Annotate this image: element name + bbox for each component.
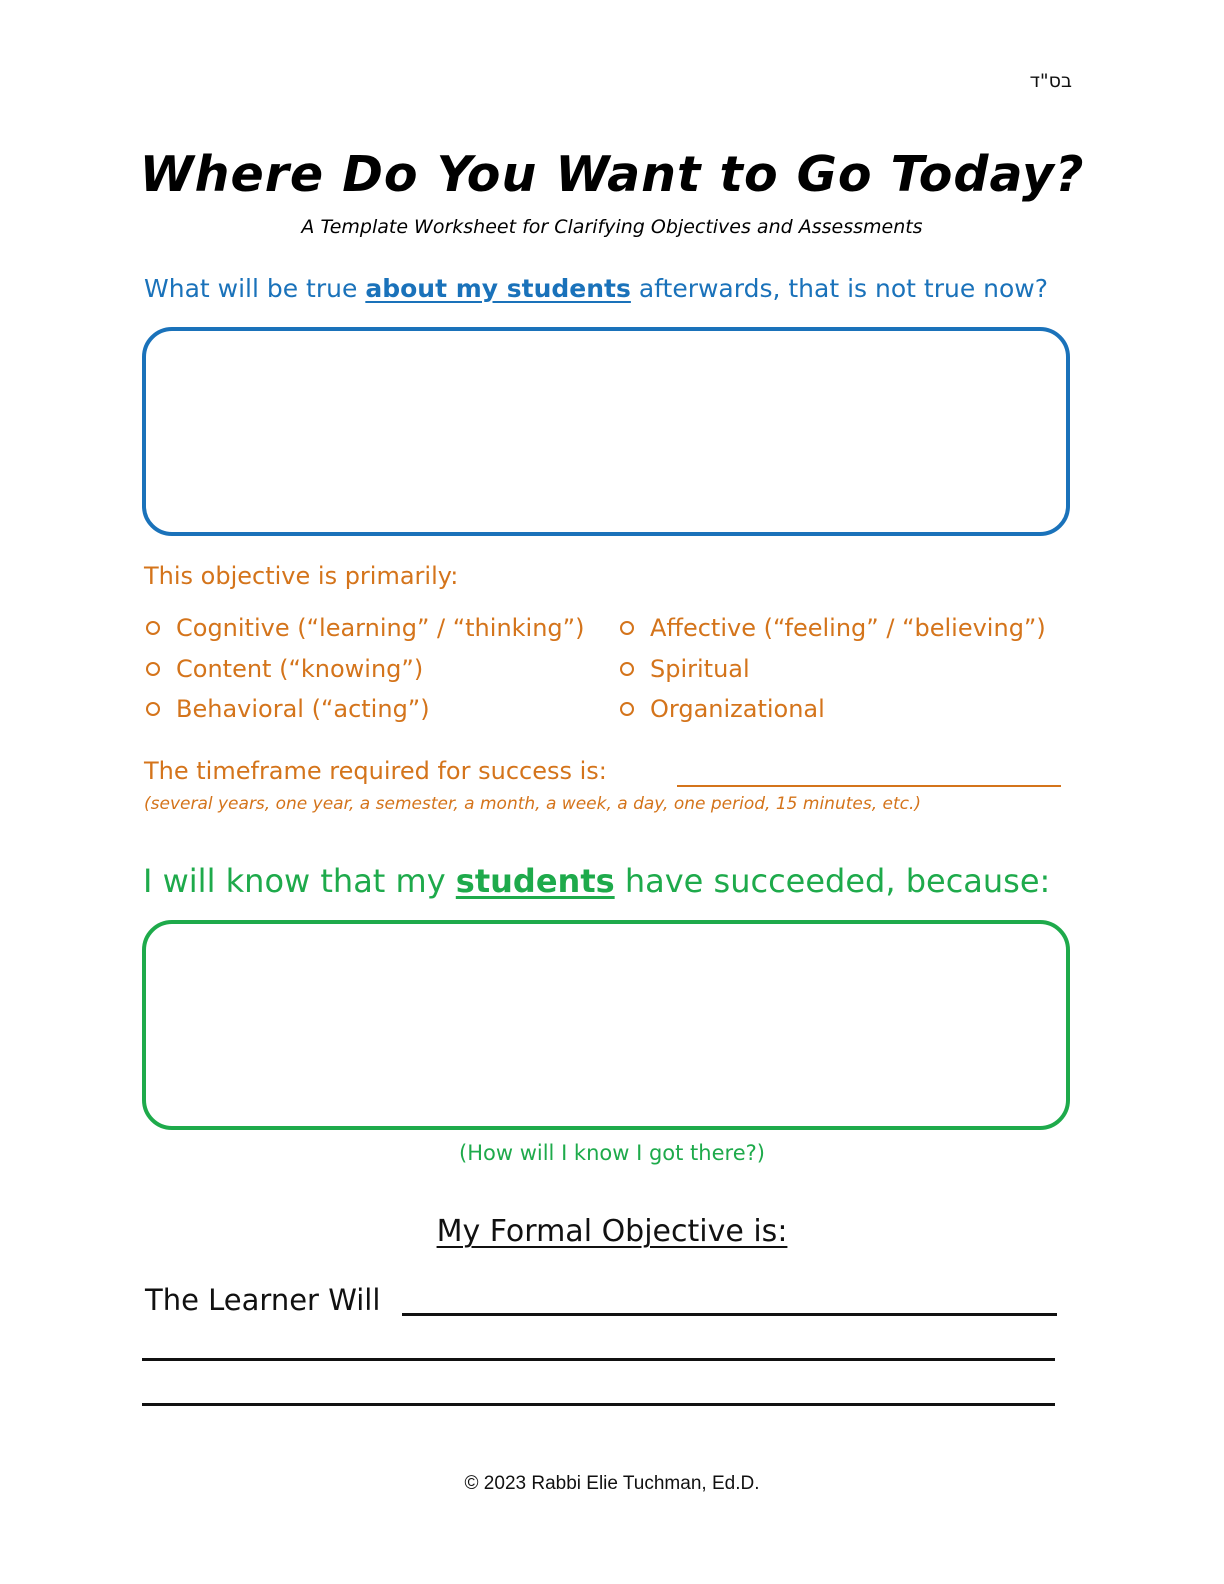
question2-suffix: have succeeded, because:	[614, 862, 1051, 900]
option-spiritual[interactable]	[620, 655, 750, 683]
option-label: Behavioral (“acting”)	[176, 695, 430, 723]
option-behavioral[interactable]	[146, 695, 430, 723]
option-label: Affective (“feeling” / “believing”)	[650, 614, 1046, 642]
option-affective[interactable]	[620, 614, 1046, 642]
question-success-evidence	[143, 862, 1050, 900]
radio-circle-icon[interactable]	[620, 662, 634, 676]
page-subtitle: A Template Worksheet for Clarifying Objectives and Assessments	[301, 216, 923, 238]
option-label: Content (“knowing”)	[176, 655, 424, 683]
learner-will-label: The Learner Will	[145, 1283, 381, 1317]
option-cognitive[interactable]	[146, 614, 584, 642]
formal-objective-heading	[0, 1214, 1224, 1249]
option-label: Cognitive (“learning” / “thinking”)	[176, 614, 585, 642]
option-label: Organizational	[650, 695, 825, 723]
question2-emphasis: students	[455, 862, 615, 900]
radio-circle-icon[interactable]	[146, 621, 160, 635]
formal-objective-line-2[interactable]	[142, 1358, 1055, 1361]
question1-emphasis: about my students	[365, 274, 631, 303]
timeframe-label: The timeframe required for success is:	[144, 757, 607, 785]
option-content[interactable]	[146, 655, 423, 683]
radio-circle-icon[interactable]	[620, 621, 634, 635]
timeframe-blank-line[interactable]	[677, 785, 1061, 787]
formal-objective-line-3[interactable]	[142, 1403, 1055, 1406]
page-title: Where Do You Want to Go Today?	[139, 146, 1085, 203]
option-organizational[interactable]	[620, 695, 825, 723]
question1-suffix: afterwards, that is not true now?	[630, 274, 1049, 303]
students-outcome-answer-box[interactable]	[142, 327, 1070, 536]
radio-circle-icon[interactable]	[146, 702, 160, 716]
copyright-footer: © 2023 Rabbi Elie Tuchman, Ed.D.	[464, 1473, 760, 1494]
formal-objective-line-1[interactable]	[402, 1313, 1057, 1316]
question2-prefix: I will know that my	[143, 862, 456, 900]
success-evidence-answer-box[interactable]	[142, 920, 1070, 1130]
question-about-students	[144, 274, 1048, 303]
timeframe-note: (several years, one year, a semester, a month, a week, a day, one period, 15 minutes, etc.)	[144, 794, 922, 814]
question1-prefix: What will be true	[144, 274, 366, 303]
radio-circle-icon[interactable]	[146, 662, 160, 676]
objective-type-label: This objective is primarily:	[144, 562, 459, 590]
option-label: Spiritual	[650, 655, 750, 683]
formal-heading-text: My Formal Objective is:	[436, 1214, 788, 1249]
bsd-header: בס"ד	[1029, 70, 1072, 92]
success-hint: (How will I know I got there?)	[459, 1141, 765, 1165]
radio-circle-icon[interactable]	[620, 702, 634, 716]
